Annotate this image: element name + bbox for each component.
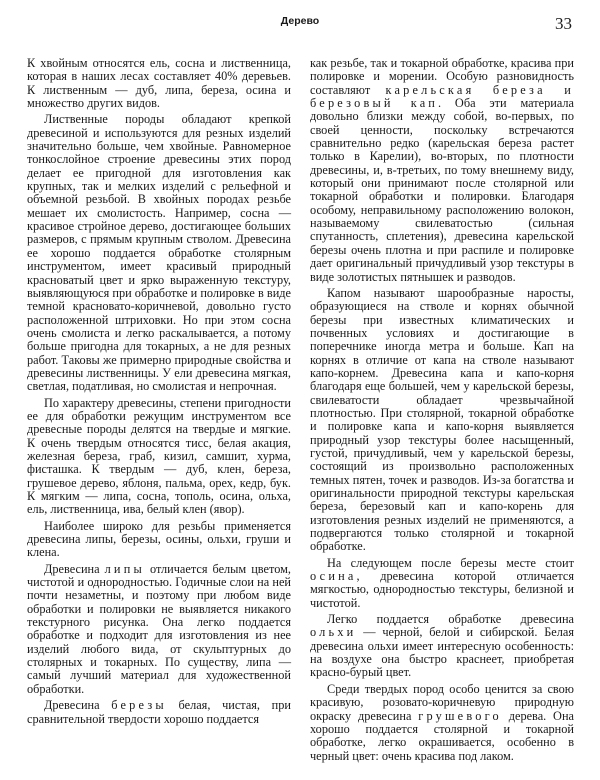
paragraph-text: Легко поддается обработке древесина [327, 612, 574, 627]
paragraph [310, 557, 574, 610]
paragraph-text: Наиболее широко для резьбы применяется древесина липы, березы, осины, ольхи, груши и клена. [27, 518, 291, 560]
paragraph-text: Лиственные породы обладают крепкой древесиной и используются для резных изделий значительно больше, чем хвойные. Равномерное тонкослойное строение древесины этих пород делает ее пригодной для изготовления как крупных, так и мелких изделий с рельефной и объемной резьбой. В хвойных породах резьбе мешает их смолистость. Например, сосна — красивое стройное дерево, достигающее больших размеров, с прямым крупным стволом. Древесина ее хорошо поддается обработке столярным инструментом, имеет красивый природный красноватый цвет и ярко выраженную текстуру, выявляющуюся при обработке и полировке в виде темной красновато-коричневой, довольно густо расположенной штриховки. Но при этом сосна очень смолиста и легко раскалывается, а потому больше пригодна для токарных, а не для резных работ. Таковы же примерно природные свойства и древесины лиственницы. У ели древесина мягкая, светлая, податливая, но смолистая и непрочная. [27, 112, 291, 394]
paragraph [27, 520, 291, 560]
left-column [27, 57, 291, 729]
paragraph-text: По характеру древесины, степени пригодности ее для обработки режущим инструментом все древесные породы делятся на твердые и мягкие. К очень твердым относятся тисс, белая акация, железная береза, граб, кизил, самшит, хурма, фисташка. К твердым — дуб, клен, береза, грушевое дерево, яблоня, пальма, орех, кедр, бук. К мягким — липа, сосна, тополь, осина, ольха, ель, лиственница, ива, белый клен (явор). [27, 395, 291, 517]
paragraph [27, 57, 291, 110]
paragraph-text: дерева. Она хорошо поддается столярной и токарной обработке, легко окрашивается, особенно в черный цвет: очень красива под лаком. [310, 708, 574, 763]
paragraph-text: На следующем после березы месте стоит [327, 555, 574, 570]
running-head: Дерево [280, 15, 320, 27]
spaced-term: осина [310, 569, 357, 584]
paragraph-text: Среди твердых пород особо ценится за свою красивую, розовато-коричневую природную окраску древесина [310, 681, 574, 723]
paragraph-text: отличается белым цветом, чистотой и однородностью. Годичные слои на ней почти незаметны, и поэтому при любом виде обработки и полировки не выявляется никакого текстурного рисунка. Она легко поддается обработке и подходит для изготовления из нее изделий любого вида, от скульптурных до столярных и токарных. По существу, липа — самый лучший материал для художественной обработки. [27, 561, 291, 696]
paragraph [27, 563, 291, 696]
spaced-term: карельская береза и березовый кап [310, 82, 574, 111]
paragraph [310, 57, 574, 284]
paragraph [310, 613, 574, 680]
spaced-term: липы [104, 561, 145, 576]
paragraph-text: как резьбе, так и токарной обработке, красива при полировке и морении. Особую разновидность составляют [310, 56, 574, 97]
spaced-term: грушевого [418, 708, 502, 723]
page-number: 33 [555, 14, 572, 33]
paragraph-text: . Оба эти материала довольно близки между собой, во-первых, по своей ценности, поскольку встречаются сравнительно редко (карельская береза растет только в Карелии), во-вторых, по плотности древесины, и, в-третьих, по тому внешнему виду, который они принимают после столярной или токарной обработки и полировки. Благодаря особому, неправильному расположению волокон, называемому свилеватостью (сильная спутанность, сплетения), древесина карельской березы очень плотна и при распиле и полировке дает оригинальный причудливый узор текстуры в виде золотистых пятнышек и разводов. [310, 96, 575, 284]
paragraph-text: , древесина которой отличается мягкостью, однородностью текстуры, белизной и чистотой. [310, 569, 574, 610]
paragraph [310, 287, 574, 554]
paragraph [27, 397, 291, 517]
paragraph-text: Капом называют шарообразные наросты, образующиеся на стволе и корнях обычной березы при известных климатических и почвенных условиях и достигающие в поперечнике иногда метра и больше. Кап на корнях в отличие от капа на стволе называют капо-корнем. Древесина капа и капо-корня благодаря еще большей, чем у карельской березы, свилеватости обладает чрезвычайной плотностью. При столярной, токарной обработке и полировке капа и капо-корня выявляется природный узор текстуры более насыщенный, густой, причудливый, чем у карельской березы, состоящий из произвольно расположенных темных пятен, точек и разводов. Из-за богатства и оригинальности природной текстуры карельская береза, березовый кап и капо-корень для изготовления резных изделий не применяются, а подвергаются только столярной и токарной обработке. [310, 285, 574, 554]
paragraph-text: К хвойным относятся ель, сосна и лиственница, которая в наших лесах составляет 40% деревьев. К лиственным — дуб, липа, береза, осина и множество других видов. [27, 56, 291, 111]
paragraph [27, 699, 291, 726]
paragraph [27, 113, 291, 393]
spaced-term: березы [111, 698, 167, 713]
right-column [310, 57, 574, 766]
paragraph-text: Древесина [44, 561, 105, 576]
paragraph-text: — черной, белой и сибирской. Белая древесина ольхи имеет интересную особенность: на воздухе она быстро краснеет, приобретая красно-бурый цвет. [310, 625, 574, 680]
paragraph-text: Древесина [44, 698, 112, 713]
spaced-term: ольхи [310, 625, 357, 640]
paragraph-text: белая, чистая, при сравнительной твердости хорошо поддается [27, 698, 291, 726]
paragraph [310, 683, 574, 763]
